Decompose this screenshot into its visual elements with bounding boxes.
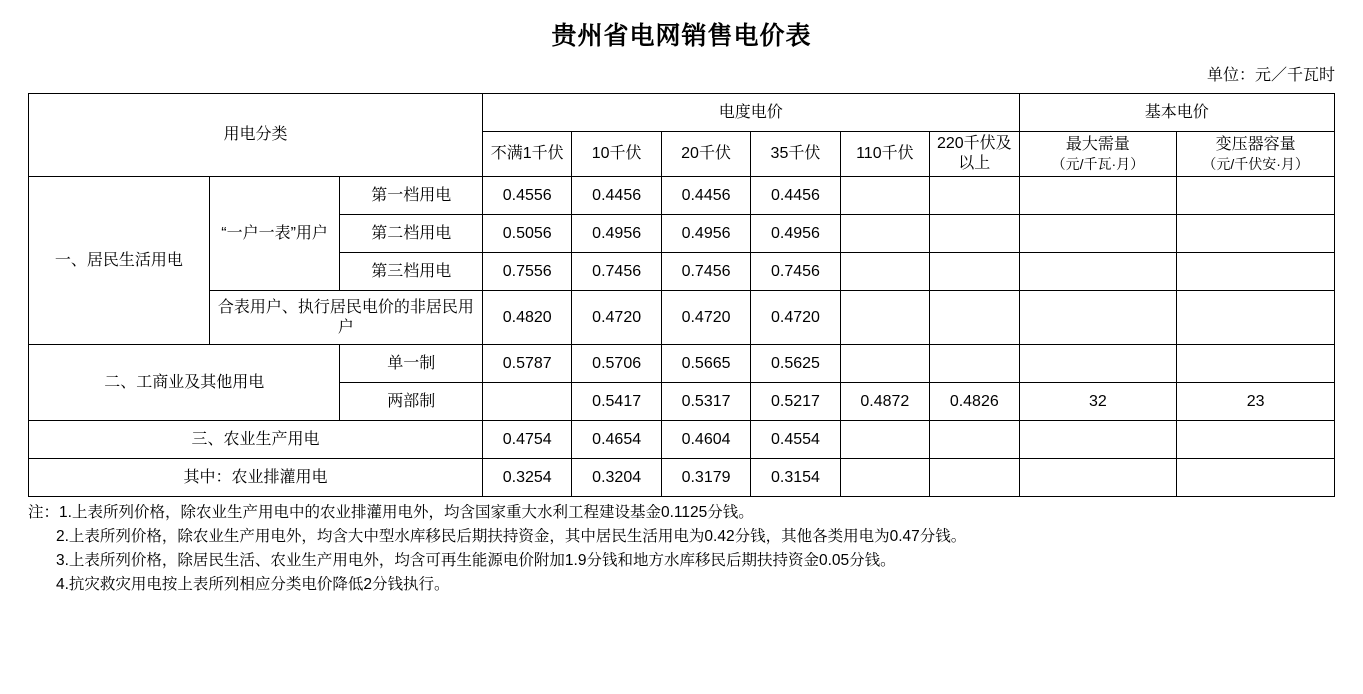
cell-r5-b1: 23 [1177,383,1335,421]
header-energy-price: 电度电价 [483,94,1019,132]
cell-r6-c4 [840,421,929,459]
header-category: 用电分类 [29,94,483,177]
header-basic-max-demand-name: 最大需量 [1065,135,1130,153]
cell-r1-b0 [1019,215,1177,253]
cell-r6-b0 [1019,421,1177,459]
header-basic-max-demand [1019,132,1177,177]
category-single-tariff: 单一制 [340,345,483,383]
cell-r7-b1 [1177,459,1335,497]
cell-r4-c1: 0.5706 [572,345,661,383]
note-text-4: 4.抗灾救灾用电按上表所列相应分类电价降低2分钱执行。 [56,576,450,594]
cell-r2-c5 [930,253,1019,291]
header-voltage-3: 35千伏 [751,132,840,177]
header-basic-price: 基本电价 [1019,94,1334,132]
header-basic-transformer-capacity-unit: （元/千伏安·月） [1202,155,1309,172]
cell-r7-c2: 0.3179 [661,459,750,497]
unit-note: 单位：元／千瓦时 [1206,67,1335,84]
cell-r0-b0 [1019,177,1177,215]
cell-r3-c2: 0.4720 [661,291,750,345]
cell-r0-c3: 0.4456 [751,177,840,215]
header-voltage-5: 220千伏及以上 [930,132,1019,177]
cell-r0-c5 [930,177,1019,215]
table-row [29,177,1335,215]
cell-r6-c2: 0.4604 [661,421,750,459]
table-row [29,291,1335,345]
category-one-household-one-meter: “一户一表”用户 [209,177,340,291]
header-basic-transformer-capacity [1177,132,1335,177]
cell-r4-b1 [1177,345,1335,383]
cell-r3-b1 [1177,291,1335,345]
cell-r4-c4 [840,345,929,383]
electricity-price-table [28,93,1335,497]
cell-r1-b1 [1177,215,1335,253]
category-agricultural-production: 三、农业生产用电 [29,421,483,459]
cell-r1-c1: 0.4956 [572,215,661,253]
note-text-1: 1.上表所列价格，除农业生产用电中的农业排灌用电外，均含国家重大水利工程建设基金0.1125分钱。 [59,504,754,521]
cell-r2-c4 [840,253,929,291]
notes-prefix: 注： [28,504,60,521]
cell-r2-c3: 0.7456 [751,253,840,291]
note-line-3 [28,549,1335,573]
cell-r1-c2: 0.4956 [661,215,750,253]
cell-r6-c5 [930,421,1019,459]
cell-r2-b1 [1177,253,1335,291]
cell-r7-b0 [1019,459,1177,497]
category-agricultural-irrigation: 其中：农业排灌用电 [29,459,483,497]
document-page [0,16,1363,694]
cell-r2-c0: 0.7556 [483,253,572,291]
category-combined-meter: 合表用户、执行居民电价的非居民用户 [209,291,482,345]
note-text-2: 2.上表所列价格，除农业生产用电外，均含大中型水库移民后期扶持资金，其中居民生活用电为0.42分钱，其他各类用电为0.47分钱。 [56,528,967,546]
cell-r5-c5: 0.4826 [930,383,1019,421]
table-notes [28,501,1335,597]
cell-r4-c0: 0.5787 [483,345,572,383]
header-basic-transformer-capacity-name: 变压器容量 [1215,135,1296,153]
cell-r0-c1: 0.4456 [572,177,661,215]
table-row [29,459,1335,497]
cell-r4-b0 [1019,345,1177,383]
header-voltage-2: 20千伏 [661,132,750,177]
table-row [29,421,1335,459]
cell-r0-c2: 0.4456 [661,177,750,215]
cell-r6-c1: 0.4654 [572,421,661,459]
category-industrial-commercial: 二、工商业及其他用电 [29,345,340,421]
cell-r2-b0 [1019,253,1177,291]
cell-r5-c3: 0.5217 [751,383,840,421]
cell-r7-c5 [930,459,1019,497]
cell-r5-c4: 0.4872 [840,383,929,421]
cell-r2-c2: 0.7456 [661,253,750,291]
note-line-4 [28,573,1335,597]
page-title: 贵州省电网销售电价表 [551,22,812,50]
header-voltage-4: 110千伏 [840,132,929,177]
cell-r6-c0: 0.4754 [483,421,572,459]
cell-r0-c0: 0.4556 [483,177,572,215]
cell-r4-c3: 0.5625 [751,345,840,383]
category-tier-2: 第二档用电 [340,215,483,253]
category-two-part-tariff: 两部制 [340,383,483,421]
cell-r0-c4 [840,177,929,215]
note-line-1 [28,501,1335,525]
cell-r3-c1: 0.4720 [572,291,661,345]
cell-r7-c3: 0.3154 [751,459,840,497]
category-tier-3: 第三档用电 [340,253,483,291]
cell-r4-c5 [930,345,1019,383]
cell-r5-c2: 0.5317 [661,383,750,421]
cell-r3-c5 [930,291,1019,345]
note-text-3: 3.上表所列价格，除居民生活、农业生产用电外，均含可再生能源电价附加1.9分钱和地方水库移民后期扶持资金0.05分钱。 [56,552,896,570]
cell-r3-c3: 0.4720 [751,291,840,345]
note-line-2 [28,525,1335,549]
header-basic-max-demand-unit: （元/千瓦·月） [1051,155,1145,172]
header-voltage-0: 不满1千伏 [483,132,572,177]
table-row [29,345,1335,383]
cell-r6-c3: 0.4554 [751,421,840,459]
cell-r2-c1: 0.7456 [572,253,661,291]
cell-r7-c4 [840,459,929,497]
cell-r1-c0: 0.5056 [483,215,572,253]
category-residential: 一、居民生活用电 [29,177,210,345]
cell-r1-c3: 0.4956 [751,215,840,253]
cell-r1-c4 [840,215,929,253]
cell-r7-c1: 0.3204 [572,459,661,497]
cell-r3-c4 [840,291,929,345]
cell-r4-c2: 0.5665 [661,345,750,383]
cell-r7-c0: 0.3254 [483,459,572,497]
cell-r5-c0 [483,383,572,421]
cell-r1-c5 [930,215,1019,253]
cell-r6-b1 [1177,421,1335,459]
header-voltage-1: 10千伏 [572,132,661,177]
cell-r0-b1 [1177,177,1335,215]
cell-r5-c1: 0.5417 [572,383,661,421]
table-header-row-1 [29,94,1335,132]
cell-r3-b0 [1019,291,1177,345]
category-tier-1: 第一档用电 [340,177,483,215]
cell-r5-b0: 32 [1019,383,1177,421]
cell-r3-c0: 0.4820 [483,291,572,345]
